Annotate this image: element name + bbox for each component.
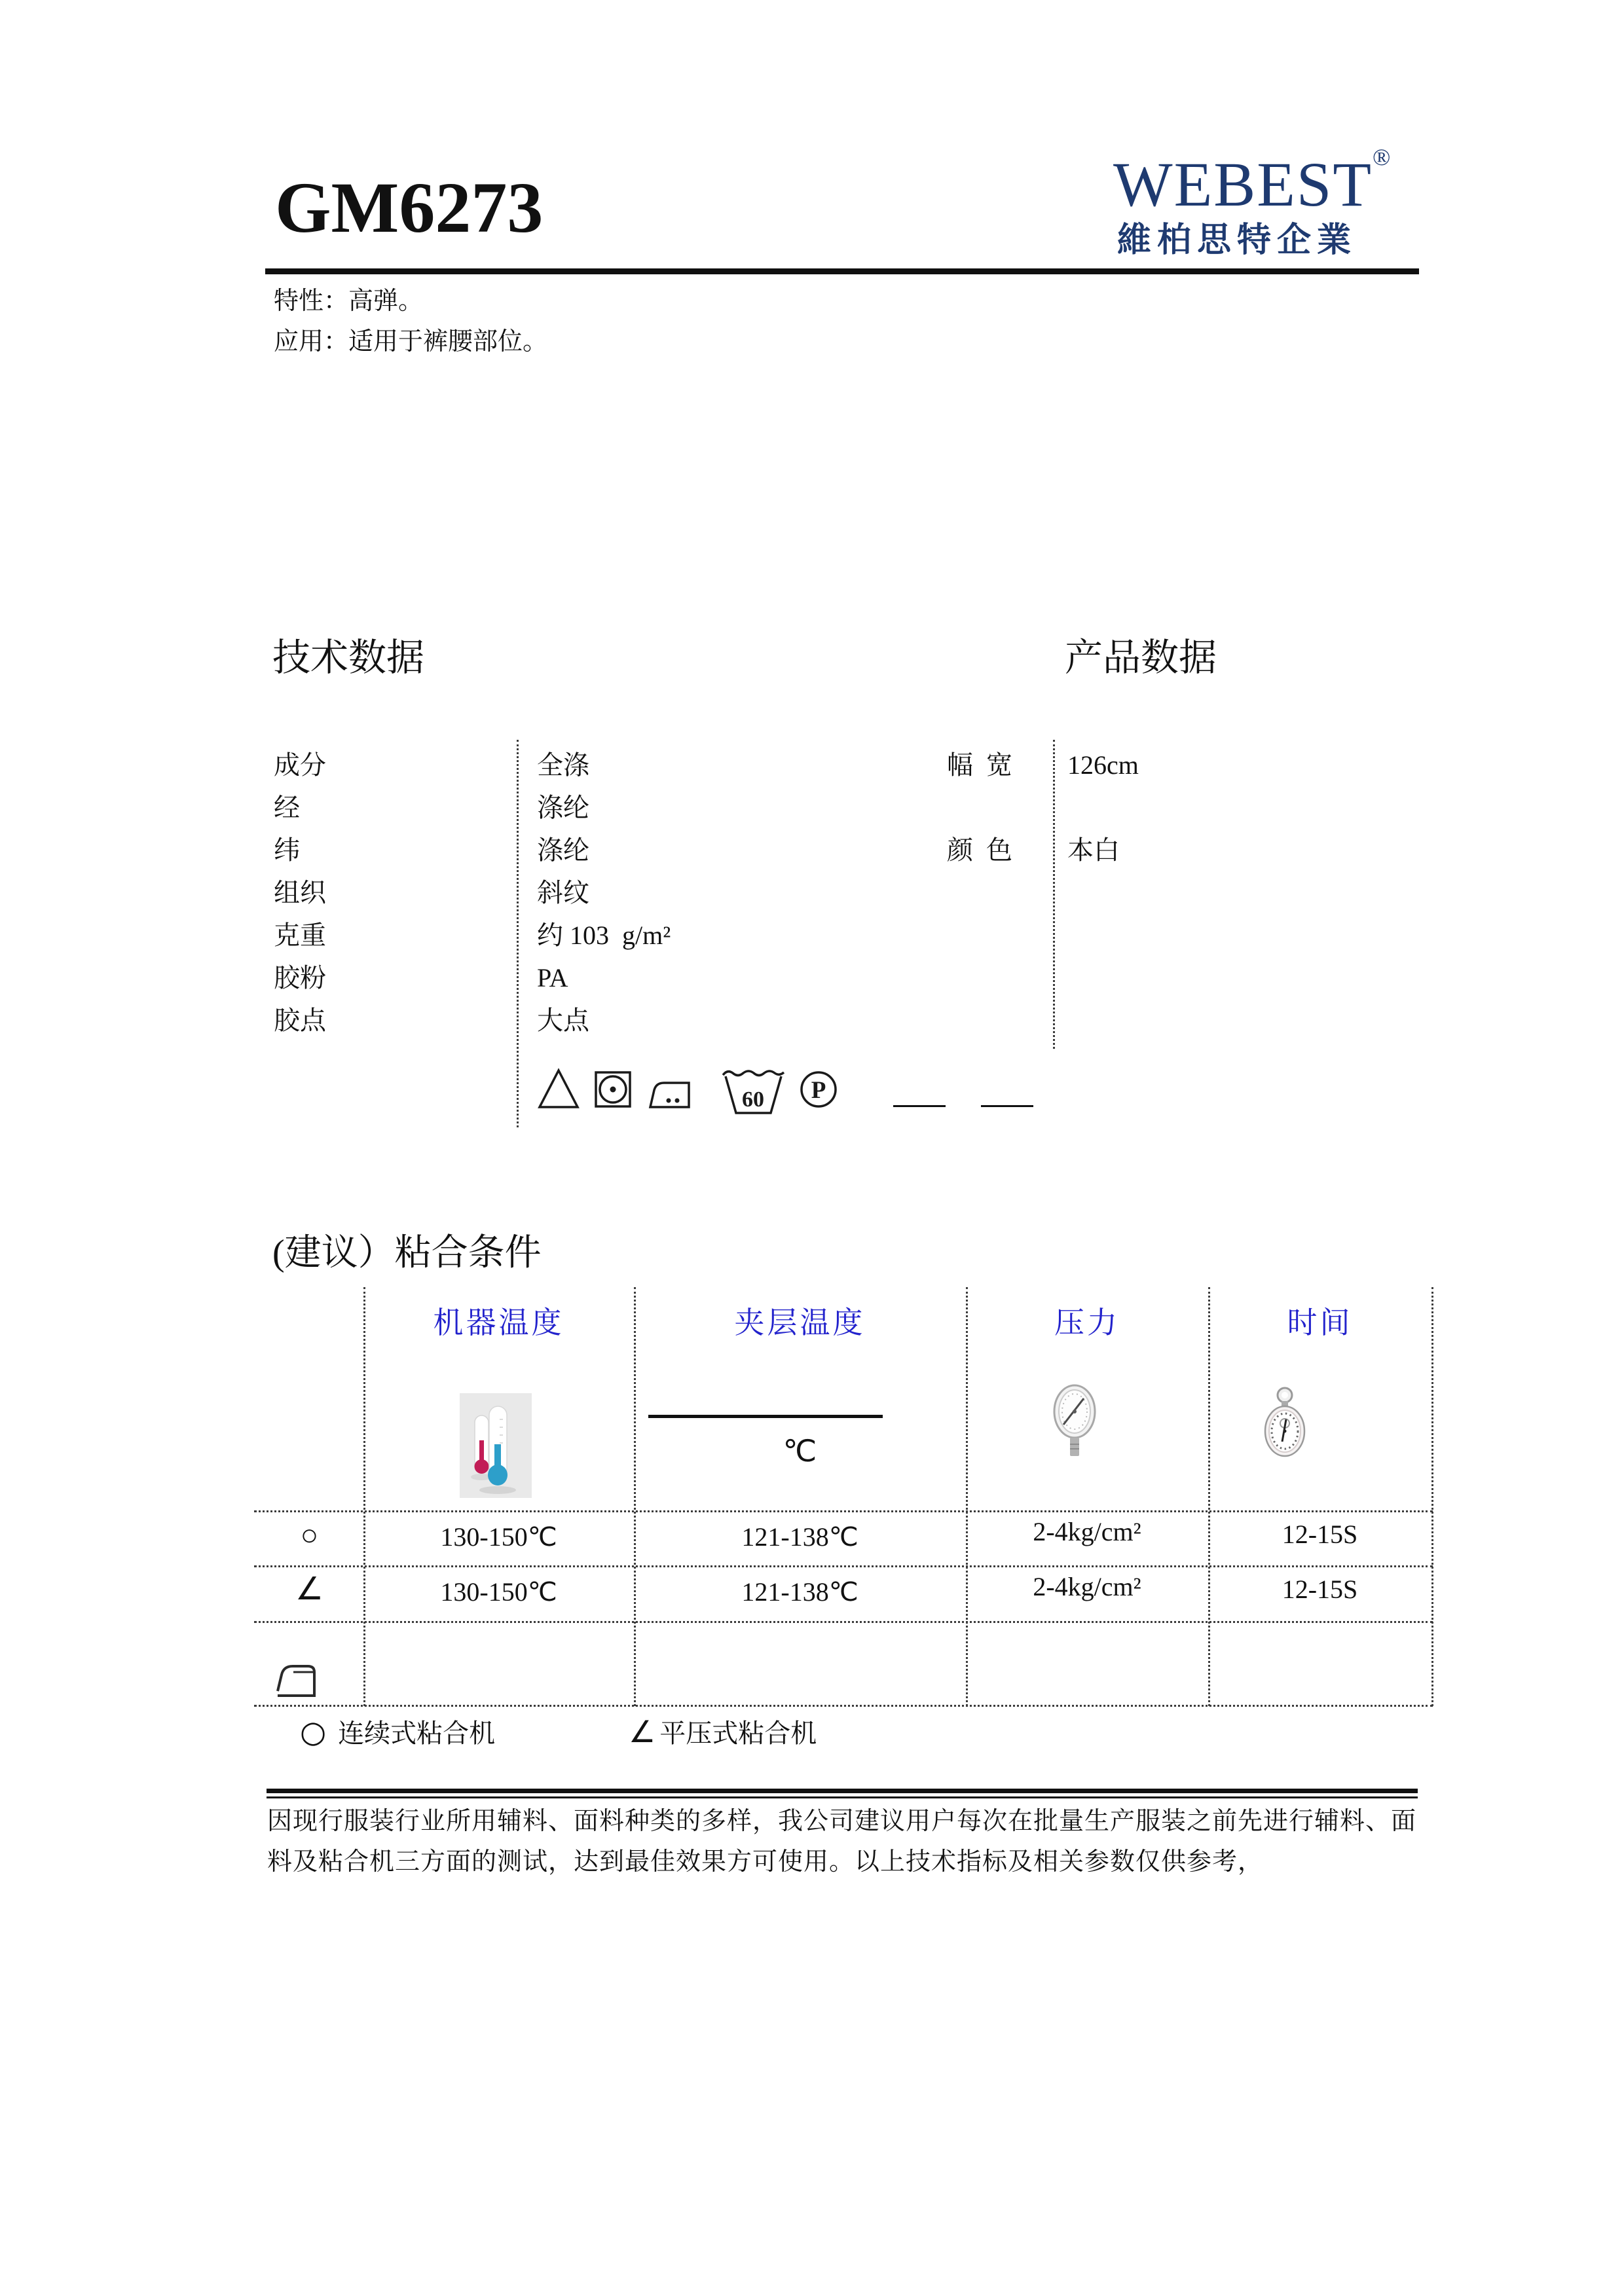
bonding-grid-line xyxy=(1431,1287,1433,1706)
bonding-grid-line xyxy=(254,1565,1433,1567)
iron-icon xyxy=(647,1075,693,1110)
circle-mark: ○ xyxy=(300,1713,327,1749)
time-value: 12-15S xyxy=(1282,1575,1358,1604)
pressure-gauge-icon xyxy=(1053,1384,1096,1463)
legend-continuous xyxy=(300,1713,495,1750)
tumble-dry-icon xyxy=(593,1070,633,1109)
thermometer-icon xyxy=(460,1393,532,1498)
legend-label: 连续式粘合机 xyxy=(338,1719,496,1748)
bonding-grid-line xyxy=(1208,1287,1210,1706)
company-logo xyxy=(1113,145,1390,258)
pressure-value: 2-4kg/cm² xyxy=(1033,1517,1141,1546)
row-mark-flat-press: ∠ xyxy=(295,1572,324,1607)
application-line: 应用：适用于裤腰部位。 xyxy=(274,328,548,355)
bonding-grid-line xyxy=(363,1287,365,1706)
legend-flat-press xyxy=(629,1713,817,1750)
tech-row-value: 涤纶 xyxy=(537,835,589,865)
tech-row-value: PA xyxy=(537,963,568,993)
tech-row-label: 经 xyxy=(274,793,300,822)
logo-company-name: 維柏思特企業 xyxy=(1117,222,1357,259)
tech-row-label: 组织 xyxy=(274,878,326,907)
product-data-heading: 产品数据 xyxy=(1065,636,1217,679)
footer-divider-thick xyxy=(267,1789,1418,1793)
registered-trademark-icon: ® xyxy=(1372,144,1391,170)
tech-row-value: 斜纹 xyxy=(537,878,589,907)
bleach-triangle-icon xyxy=(537,1067,580,1110)
bonding-grid-line xyxy=(254,1705,1433,1707)
celsius-rule xyxy=(648,1415,883,1418)
footer-divider-thin xyxy=(267,1796,1418,1798)
tech-row-value: 约 103 g/m² xyxy=(537,920,671,950)
logo-brand-text: WEBEST xyxy=(1113,149,1373,219)
press-iron-icon xyxy=(275,1662,320,1700)
wash-temp-label: 60 xyxy=(742,1087,764,1112)
tech-row-label: 成分 xyxy=(274,750,326,780)
machine-temp-value: 130-150℃ xyxy=(440,1577,557,1607)
tech-data-heading: 技术数据 xyxy=(272,636,425,679)
bonding-grid-line xyxy=(254,1621,1433,1623)
col-header-interlayer-temp: 夹层温度 xyxy=(734,1306,866,1339)
interlayer-temp-value: 121-138℃ xyxy=(741,1577,858,1607)
row-mark-continuous: ○ xyxy=(300,1518,319,1552)
disclaimer-line-1: 因现行服装行业所用辅料、面料种类的多样，我公司建议用户每次在批量生产服装之前先进行辅料、面 xyxy=(267,1808,1417,1835)
angle-mark: ∠ xyxy=(629,1713,656,1749)
product-row-label: 颜 色 xyxy=(947,835,1012,865)
col-header-time: 时间 xyxy=(1287,1306,1353,1339)
bonding-grid-line xyxy=(634,1287,636,1706)
bonding-grid-line xyxy=(966,1287,968,1706)
product-row-value: 本白 xyxy=(1067,835,1120,865)
tech-row-label: 纬 xyxy=(274,835,300,865)
tech-row-label: 克重 xyxy=(274,920,326,950)
wash-60-icon xyxy=(720,1066,786,1117)
disclaimer-line-2: 料及粘合机三方面的测试，达到最佳效果方可使用。以上技术指标及相关参数仅供参考， xyxy=(267,1848,1264,1876)
col-header-machine-temp: 机器温度 xyxy=(433,1306,564,1339)
tech-table-divider xyxy=(517,740,519,1127)
tech-row-value: 大点 xyxy=(537,1006,589,1035)
bonding-grid-line xyxy=(254,1510,1433,1512)
feature-line: 特性：高弹。 xyxy=(274,287,424,315)
logo-wordmark xyxy=(1113,144,1391,219)
pressure-value: 2-4kg/cm² xyxy=(1033,1572,1141,1601)
blank-line-icon xyxy=(893,1105,946,1107)
product-row-label: 幅 宽 xyxy=(947,750,1012,780)
tech-row-label: 胶点 xyxy=(274,1006,326,1035)
page-title: GM6273 xyxy=(275,168,544,247)
tech-row-label: 胶粉 xyxy=(274,963,326,993)
tech-row-value: 全涤 xyxy=(537,750,589,780)
bonding-heading: (建议）粘合条件 xyxy=(272,1233,542,1273)
dry-clean-icon xyxy=(799,1070,838,1109)
col-header-pressure: 压力 xyxy=(1054,1306,1120,1339)
product-row-value: 126cm xyxy=(1067,750,1139,780)
time-value: 12-15S xyxy=(1282,1520,1358,1549)
dry-clean-letter: P xyxy=(811,1077,826,1104)
celsius-label: ℃ xyxy=(783,1434,817,1468)
stopwatch-icon xyxy=(1264,1387,1306,1459)
blank-line-icon xyxy=(981,1105,1033,1107)
tech-row-value: 涤纶 xyxy=(537,793,589,822)
product-table-divider xyxy=(1053,740,1055,1049)
machine-temp-value: 130-150℃ xyxy=(440,1522,557,1552)
header-divider xyxy=(265,268,1419,274)
legend-label: 平压式粘合机 xyxy=(659,1719,817,1748)
interlayer-temp-value: 121-138℃ xyxy=(741,1522,858,1552)
